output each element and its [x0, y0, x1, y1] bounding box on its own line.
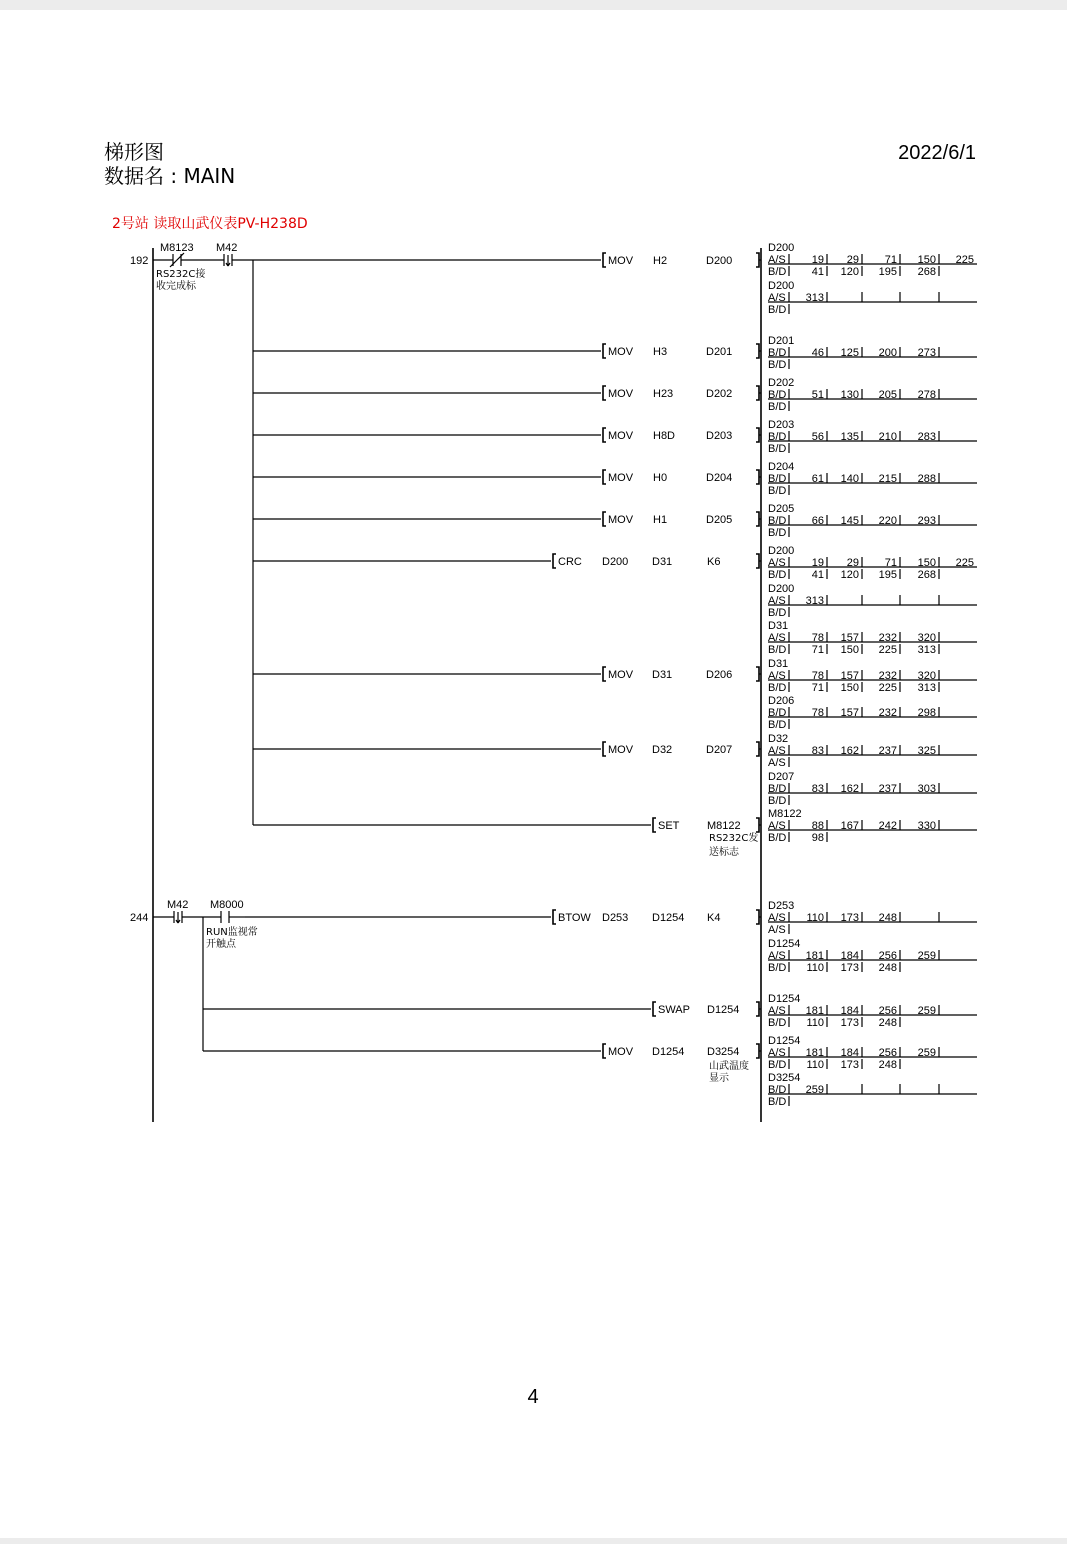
step-number-244: 244 — [130, 912, 149, 924]
contact-m8123-nc-icon — [153, 253, 224, 267]
xref-row-key: B/D — [768, 1084, 787, 1096]
xref-row-key: A/S — [768, 924, 786, 936]
xref-step: 259 — [917, 1005, 936, 1017]
xref-step: 200 — [878, 347, 897, 359]
xref-block-d202 — [768, 377, 977, 413]
instruction-operand: M8122 — [707, 820, 741, 832]
instruction-close-bracket — [756, 1002, 759, 1016]
instruction-opcode: MOV — [608, 472, 634, 484]
xref-step: 184 — [840, 1005, 859, 1017]
xref-step: 195 — [878, 266, 897, 278]
xref-row-key: A/S — [768, 1047, 786, 1059]
instruction-open-bracket — [653, 1002, 656, 1016]
xref-step: 210 — [878, 431, 897, 443]
xref-block-d3254 — [768, 1072, 977, 1108]
xref-row-key: B/D — [768, 719, 787, 731]
xref-block-d200 — [768, 242, 977, 278]
xref-device: D1254 — [768, 993, 801, 1005]
xref-step: 256 — [878, 1005, 897, 1017]
xref-step: 78 — [811, 707, 824, 719]
xref-device: D207 — [768, 771, 795, 783]
xref-block-d206 — [768, 695, 977, 731]
xref-block-d253 — [768, 900, 977, 936]
xref-row-key: B/D — [768, 832, 787, 844]
xref-step: 313 — [917, 644, 936, 656]
xref-row-key: B/D — [768, 1096, 787, 1108]
data-name-label: 数据名 : MAIN — [104, 164, 236, 188]
xref-row-key: B/D — [768, 431, 787, 443]
xref-step: 288 — [917, 473, 936, 485]
instruction-operand: D3254 — [707, 1046, 740, 1058]
instruction-open-bracket — [603, 667, 606, 681]
xref-step: 181 — [805, 1005, 824, 1017]
xref-step: 325 — [917, 745, 936, 757]
xref-row-key: B/D — [768, 1017, 787, 1029]
instruction-mov — [253, 428, 761, 442]
instruction-operand: D31 — [652, 556, 673, 568]
xref-block-d207 — [768, 771, 977, 807]
print-date: 2022/6/1 — [898, 142, 976, 164]
xref-step: 320 — [917, 632, 936, 644]
xref-block-d200 — [768, 280, 977, 316]
instruction-close-bracket — [756, 742, 759, 756]
instruction-mov — [253, 344, 761, 358]
xref-step: 320 — [917, 670, 936, 682]
xref-row-key: B/D — [768, 569, 787, 581]
instruction-mov — [253, 253, 761, 267]
xref-step: 150 — [917, 254, 936, 266]
xref-step: 71 — [884, 557, 897, 569]
xref-row-key: B/D — [768, 443, 787, 455]
xref-step: 78 — [811, 670, 824, 682]
ladder-diagram — [0, 10, 1067, 1538]
contact-m8000-comment-1: RUN监视常 — [206, 927, 258, 938]
xref-row-key: A/S — [768, 757, 786, 769]
xref-row-key: B/D — [768, 266, 787, 278]
xref-step: 248 — [878, 912, 897, 924]
xref-device: D1254 — [768, 1035, 801, 1047]
instruction-open-bracket — [603, 1044, 606, 1058]
xref-step: 56 — [811, 431, 824, 443]
xref-step: 150 — [840, 644, 859, 656]
xref-step: 330 — [917, 820, 936, 832]
contact-m8123-comment-2: 收完成标 — [156, 281, 196, 292]
contact-m8123-comment-1: RS232C接 — [156, 269, 206, 280]
instruction-opcode: MOV — [608, 430, 634, 442]
xref-step: 51 — [811, 389, 824, 401]
xref-block-d205 — [768, 503, 977, 539]
xref-step: 173 — [840, 962, 859, 974]
xref-step: 46 — [811, 347, 824, 359]
xref-step: 232 — [878, 670, 897, 682]
instruction-open-bracket — [603, 344, 606, 358]
instruction-operand: D202 — [706, 388, 733, 400]
xref-device: D202 — [768, 377, 795, 389]
xref-step: 220 — [878, 515, 897, 527]
xref-step: 167 — [840, 820, 859, 832]
xref-device: D204 — [768, 461, 795, 473]
xref-step: 61 — [811, 473, 824, 485]
xref-row-key: A/S — [768, 254, 786, 266]
xref-block-d1254 — [768, 1035, 977, 1071]
xref-block-d203 — [768, 419, 977, 455]
xref-row-key: B/D — [768, 527, 787, 539]
instruction-open-bracket — [603, 386, 606, 400]
instruction-open-bracket — [603, 253, 606, 267]
xref-block-d1254 — [768, 938, 977, 974]
xref-row-key: B/D — [768, 485, 787, 497]
xref-device: D206 — [768, 695, 795, 707]
instruction-swap — [203, 1002, 761, 1016]
xref-device: D200 — [768, 545, 795, 557]
instruction-mov — [253, 512, 761, 526]
instruction-mov — [253, 667, 761, 681]
xref-step: 173 — [840, 1059, 859, 1071]
xref-row-key: B/D — [768, 962, 787, 974]
instruction-operand: H2 — [653, 255, 668, 267]
xref-row-key: B/D — [768, 401, 787, 413]
xref-device: D32 — [768, 733, 789, 745]
instruction-operand: D1254 — [652, 912, 685, 924]
xref-device: D205 — [768, 503, 795, 515]
xref-step: 237 — [878, 783, 897, 795]
instruction-open-bracket — [603, 470, 606, 484]
xref-step: 110 — [806, 1017, 824, 1029]
xref-step: 259 — [917, 1047, 936, 1059]
xref-row-key: B/D — [768, 389, 787, 401]
xref-device: D200 — [768, 583, 795, 595]
instruction-close-bracket — [756, 554, 759, 568]
instruction-opcode: MOV — [608, 255, 634, 267]
xref-step: 184 — [840, 1047, 859, 1059]
xref-step: 19 — [811, 557, 824, 569]
xref-row-key: A/S — [768, 912, 786, 924]
xref-step: 162 — [840, 783, 859, 795]
contact-m42-label: M42 — [216, 242, 238, 254]
xref-step: 66 — [811, 515, 824, 527]
document-page — [0, 10, 1067, 1538]
instruction-operand: D253 — [602, 912, 629, 924]
xref-step: 184 — [840, 950, 859, 962]
instruction-close-bracket — [756, 1044, 759, 1058]
instruction-opcode: MOV — [608, 346, 634, 358]
xref-step: 248 — [878, 1017, 897, 1029]
contact-m8123-label: M8123 — [160, 242, 194, 254]
instruction-operand: D201 — [706, 346, 733, 358]
xref-row-key: B/D — [768, 359, 787, 371]
xref-step: 248 — [878, 962, 897, 974]
xref-step: 268 — [917, 266, 936, 278]
xref-row-key: B/D — [768, 515, 787, 527]
xref-step: 173 — [840, 1017, 859, 1029]
instruction-operand: D200 — [706, 255, 733, 267]
instruction-open-bracket — [553, 554, 556, 568]
xref-device: D203 — [768, 419, 795, 431]
instruction-operand: D200 — [602, 556, 629, 568]
instruction-operand: D31 — [652, 669, 673, 681]
xref-step: 248 — [878, 1059, 897, 1071]
xref-block-d204 — [768, 461, 977, 497]
xref-row-key: B/D — [768, 707, 787, 719]
instruction-opcode: MOV — [608, 514, 634, 526]
xref-step: 150 — [840, 682, 859, 694]
instruction-close-bracket — [756, 667, 759, 681]
xref-row-key: A/S — [768, 745, 786, 757]
xref-step: 157 — [840, 632, 859, 644]
xref-step: 71 — [811, 682, 824, 694]
xref-step: 83 — [811, 783, 824, 795]
xref-device: D31 — [768, 658, 789, 670]
instruction-operand: H3 — [653, 346, 668, 358]
instruction-open-bracket — [653, 818, 656, 832]
xref-device: D253 — [768, 900, 795, 912]
instruction-set — [253, 818, 761, 858]
xref-row-key: B/D — [768, 347, 787, 359]
xref-step: 298 — [917, 707, 936, 719]
xref-device: M8122 — [768, 808, 802, 820]
xref-row-key: A/S — [768, 820, 786, 832]
instruction-operand: K4 — [707, 912, 721, 924]
xref-device: D31 — [768, 620, 789, 632]
instruction-close-bracket — [756, 512, 759, 526]
xref-step: 110 — [806, 962, 824, 974]
diagram-title: 梯形图 — [104, 140, 164, 164]
instruction-close-bracket — [756, 344, 759, 358]
xref-row-key: B/D — [768, 1059, 787, 1071]
xref-step: 110 — [806, 912, 824, 924]
xref-row-key: B/D — [768, 644, 787, 656]
device-comment: RS232C发 — [709, 833, 759, 844]
instruction-operand: D207 — [706, 744, 733, 756]
instruction-opcode: SET — [658, 820, 680, 832]
instruction-operand: D205 — [706, 514, 733, 526]
instruction-operand: D32 — [652, 744, 673, 756]
xref-step: 110 — [806, 1059, 824, 1071]
xref-block-m8122 — [768, 808, 977, 844]
xref-step: 71 — [811, 644, 824, 656]
xref-step: 225 — [955, 254, 974, 266]
xref-step: 313 — [805, 292, 824, 304]
xref-step: 268 — [917, 569, 936, 581]
xref-step: 232 — [878, 632, 897, 644]
instruction-operand: H1 — [653, 514, 668, 526]
xref-row-key: A/S — [768, 950, 786, 962]
instruction-operand: H8D — [653, 430, 676, 442]
xref-row-key: A/S — [768, 670, 786, 682]
instruction-close-bracket — [756, 386, 759, 400]
xref-block-d200 — [768, 545, 977, 581]
xref-row-key: A/S — [768, 632, 786, 644]
xref-step: 225 — [955, 557, 974, 569]
instruction-opcode: MOV — [608, 1046, 634, 1058]
xref-step: 135 — [840, 431, 859, 443]
contact-m42b-falling-edge-icon — [153, 911, 203, 923]
xref-step: 303 — [917, 783, 936, 795]
xref-step: 98 — [811, 832, 824, 844]
instruction-open-bracket — [603, 428, 606, 442]
xref-step: 278 — [917, 389, 936, 401]
instruction-operand: H0 — [653, 472, 668, 484]
xref-step: 41 — [811, 266, 824, 278]
instruction-blocks — [203, 253, 761, 1084]
xref-block-d31 — [768, 620, 977, 656]
xref-row-key: B/D — [768, 607, 787, 619]
xref-step: 140 — [840, 473, 859, 485]
xref-step: 173 — [840, 912, 859, 924]
xref-block-d1254 — [768, 993, 977, 1029]
xref-step: 157 — [840, 707, 859, 719]
xref-device: D201 — [768, 335, 795, 347]
xref-step: 125 — [840, 347, 859, 359]
instruction-operand: H23 — [653, 388, 674, 400]
instruction-mov — [203, 1044, 761, 1084]
instruction-crc — [253, 554, 761, 568]
instruction-opcode: CRC — [558, 556, 582, 568]
xref-step: 88 — [811, 820, 824, 832]
instruction-opcode: MOV — [608, 744, 634, 756]
contact-m42b-label: M42 — [167, 899, 189, 911]
xref-step: 313 — [805, 595, 824, 607]
instruction-operand: K6 — [707, 556, 721, 568]
instruction-close-bracket — [756, 428, 759, 442]
xref-step: 215 — [878, 473, 897, 485]
xref-step: 78 — [811, 632, 824, 644]
instruction-mov — [253, 742, 761, 756]
instruction-btow — [245, 910, 761, 924]
xref-row-key: A/S — [768, 557, 786, 569]
xref-row-key: A/S — [768, 292, 786, 304]
cross-reference-column — [768, 242, 977, 1108]
device-comment: 显示 — [709, 1073, 729, 1084]
xref-step: 162 — [840, 745, 859, 757]
xref-device: D1254 — [768, 938, 801, 950]
xref-step: 225 — [878, 644, 897, 656]
xref-step: 71 — [884, 254, 897, 266]
xref-step: 313 — [917, 682, 936, 694]
xref-row-key: B/D — [768, 795, 787, 807]
xref-step: 120 — [840, 569, 859, 581]
device-comment: 山武温度 — [709, 1061, 749, 1072]
xref-block-d200 — [768, 583, 977, 619]
instruction-operand: D1254 — [707, 1004, 740, 1016]
xref-step: 181 — [805, 1047, 824, 1059]
instruction-opcode: SWAP — [658, 1004, 690, 1016]
xref-step: 19 — [811, 254, 824, 266]
xref-row-key: B/D — [768, 682, 787, 694]
xref-step: 242 — [878, 820, 897, 832]
xref-device: D3254 — [768, 1072, 801, 1084]
xref-block-d32 — [768, 733, 977, 769]
step-number-192: 192 — [130, 255, 149, 267]
instruction-operand: D203 — [706, 430, 733, 442]
xref-device: D200 — [768, 242, 795, 254]
instruction-operand: D1254 — [652, 1046, 685, 1058]
xref-step: 41 — [811, 569, 824, 581]
xref-block-d31 — [768, 658, 977, 694]
xref-step: 145 — [840, 515, 859, 527]
instruction-mov — [253, 386, 761, 400]
xref-device: D200 — [768, 280, 795, 292]
xref-step: 283 — [917, 431, 936, 443]
xref-row-key: A/S — [768, 1005, 786, 1017]
xref-row-key: B/D — [768, 783, 787, 795]
instruction-close-bracket — [756, 470, 759, 484]
xref-step: 232 — [878, 707, 897, 719]
xref-step: 29 — [846, 557, 859, 569]
page-number: 4 — [527, 1386, 539, 1408]
instruction-opcode: MOV — [608, 388, 634, 400]
xref-step: 259 — [805, 1084, 824, 1096]
rung-comment: 2号站 读取山武仪表PV-H238D — [112, 216, 308, 232]
xref-step: 83 — [811, 745, 824, 757]
instruction-mov — [253, 470, 761, 484]
instruction-close-bracket — [756, 818, 759, 832]
xref-step: 150 — [917, 557, 936, 569]
xref-step: 181 — [805, 950, 824, 962]
xref-step: 29 — [846, 254, 859, 266]
xref-step: 205 — [878, 389, 897, 401]
instruction-operand: D206 — [706, 669, 733, 681]
instruction-open-bracket — [603, 512, 606, 526]
xref-step: 293 — [917, 515, 936, 527]
xref-step: 130 — [840, 389, 859, 401]
contact-m8000-label: M8000 — [210, 899, 244, 911]
instruction-open-bracket — [553, 910, 556, 924]
xref-step: 225 — [878, 682, 897, 694]
instruction-close-bracket — [756, 910, 759, 924]
xref-step: 195 — [878, 569, 897, 581]
xref-step: 256 — [878, 950, 897, 962]
xref-row-key: A/S — [768, 595, 786, 607]
xref-step: 259 — [917, 950, 936, 962]
contact-m42-falling-edge-icon — [224, 254, 232, 266]
xref-row-key: B/D — [768, 304, 787, 316]
xref-step: 256 — [878, 1047, 897, 1059]
instruction-opcode: MOV — [608, 669, 634, 681]
xref-step: 157 — [840, 670, 859, 682]
device-comment: 送标志 — [709, 847, 739, 858]
xref-step: 120 — [840, 266, 859, 278]
instruction-opcode: BTOW — [558, 912, 591, 924]
contact-m8000-comment-2: 开触点 — [206, 939, 236, 950]
xref-block-d201 — [768, 335, 977, 371]
instruction-close-bracket — [756, 253, 759, 267]
instruction-open-bracket — [603, 742, 606, 756]
xref-step: 237 — [878, 745, 897, 757]
contact-m8000-no-icon — [203, 911, 245, 923]
instruction-operand: D204 — [706, 472, 733, 484]
xref-step: 273 — [917, 347, 936, 359]
xref-row-key: B/D — [768, 473, 787, 485]
